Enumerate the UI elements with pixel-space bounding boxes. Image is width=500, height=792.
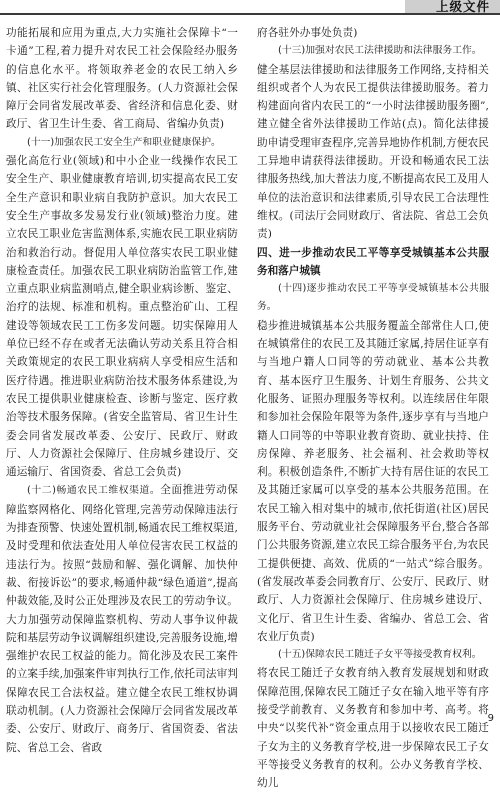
subsection-heading-15: (十五)保障农民工随迁子女平等接受教育权利。 — [278, 649, 482, 661]
subsection-heading-14: (十四)逐步推动农民工平等享受城镇基本公共服务。 — [257, 283, 489, 313]
paragraph-rights-channels — [6, 481, 238, 756]
page-number: 9 — [487, 713, 494, 724]
left-column — [6, 24, 238, 757]
paragraph-public-services: 稳步推进城镇基本公共服务覆盖全部常住人口,使在城镇常住的农民工及其随迁家属,持居住证享有与当地户籍人口同等的劳动就业、基本公共教育、基本医疗卫生服务、计划生育服务、公共文化服务、证照办理服务等权利。以连续居住年限和参加社会保险年限等为条件,逐步享有与当地户籍人口同等的中等职业教育资助、就业扶持、住房保障、养老服务、社会福利、社会救助等权利。积极创造条件,不断扩大持有居住证的农民工及其随迁家属可以享受的基本公共服务范围。在农民工输入相对集中的城市,依托街道(社区)居民服务平台、劳动就业社会保障服务平台,整合各部门公共服务资源,建立农民工综合服务平台,为农民工提供便捷、高效、优质的“一站式”综合服务。(省发展改革委会同教育厅、公安厅、民政厅、财政厅、人力资源社会保障厅、住房城乡建设厅、文化厅、省卫生计生委、省编办、省总工会、省农业厅负责) — [257, 319, 489, 643]
paragraph-continued-right: 府各驻外办事处负责) — [257, 27, 358, 39]
header-title: 上级文件 — [435, 0, 490, 14]
paragraph-legal-aid: 健全基层法律援助和法律服务工作网络,支持相关组织或者个人为农民工提供法律援助服务。着力构建面向省内农民工的“一小时法律援助服务圈”,建立健全省外法律援助工作站(点)。简化法律援助申请受理审查程序,完善异地协作机制,方便农民工异地申请获得法律援助。开设和畅通农民工法律服务热线,加大普法力度,不断提高农民工及用人单位的法治意识和法律素质,引导农民工合法理性维权。(司法厅会同财政厅、省法院、省总工会负责) — [257, 63, 489, 241]
right-column — [257, 24, 489, 792]
subsection-heading-12: (十二)畅通农民工维权渠道。 — [27, 485, 161, 497]
paragraph-occupational-safety: 强化高危行业(领域)和中小企业一线操作农民工安全生产、职业健康教育培训,切实提高农民工安全生产意识和职业病自我防护意识。加大农民工安全生产事故多发易发行业(领域)整治力度。建立农民工职业危害监测体系,实施农民工职业病防治和救治行动。督促用人单位落实农民工职业健康检查责任。加强农民工职业病防治监管工作,建立重点职业病监测哨点,健全职业病诊断、鉴定、治疗的法规、标准和机构。重点整治矿山、工程建设等领域农民工工伤多发问题。切实保障用人单位已经不存在或者无法确认劳动关系且符合相关政策规定的农民工职业病病人享受相应生活和医疗待遇。推进职业病防治技术服务体系建设,为农民工提供职业健康检查、诊断与鉴定、医疗救治等技术服务保障。(省安全监管局、省卫生计生委会同省发展改革委、公安厅、民政厅、财政厅、人力资源社会保障厅、住房城乡建设厅、交通运输厅、省国资委、省总工会负责) — [6, 155, 238, 479]
running-header — [0, 0, 500, 16]
section-heading-4: 四、进一步推动农民工平等享受城镇基本公共服务和落户城镇 — [257, 246, 489, 277]
paragraph-children-education: 将农民工随迁子女教育纳入教育发展规划和财政保障范围,保障农民工随迁子女在输入地平等有序接受学前教育、义务教育和参加中考、高考。将中央“以奖代补”资金重点用于以接收农民工随迁子女为主的义务教育学校,进一步保障农民工子女平等接受义务教育的权利。公办义务教育学校、幼儿 — [257, 667, 489, 790]
subsection-heading-13: (十三)加强对农民工法律援助和法律服务工作。 — [278, 45, 482, 57]
paragraph-rights-channels-text: 全面推进劳动保障监察网格化、网络化管理,完善劳动保障违法行为排查预警、快速处置机制,畅通农民工维权渠道,及时受理和依法查处用人单位侵害农民工权益的违法行为。按照“鼓励和解、强化调解、加快仲裁、衔接诉讼”的要求,畅通仲裁“绿色通道”,提高仲裁效能,及时公正处理涉及农民工的劳动争议。大力加强劳动保障监察机构、劳动人事争议仲裁院和基层劳动争议调解组织建设,完善服务设施,增强维护农民工权益的能力。简化涉及农民工案件的立案手续,加强案件审判执行工作,依托司法审判保障农民工合法权益。建立健全农民工维权协调联动机制。(人力资源社会保障厅会同省发展改革委、公安厅、财政厅、商务厅、省国资委、省法院、省总工会、省政 — [6, 484, 238, 754]
paragraph-continued: 功能拓展和应用为重点,大力实施社会保障卡“一卡通”工程,着力提升对农民工社会保险经办服务的信息化水平。将领取养老金的农民工纳入乡镇、社区实行社会化管理服务。(人力资源社会保障厅会同省发展改革委、省经济和信息化委、财政厅、省卫生计生委、省工商局、省编办负责) — [6, 27, 238, 131]
subsection-heading-11: (十一)加强农民工安全生产和职业健康保护。 — [27, 136, 221, 148]
header-rule — [0, 13, 500, 15]
